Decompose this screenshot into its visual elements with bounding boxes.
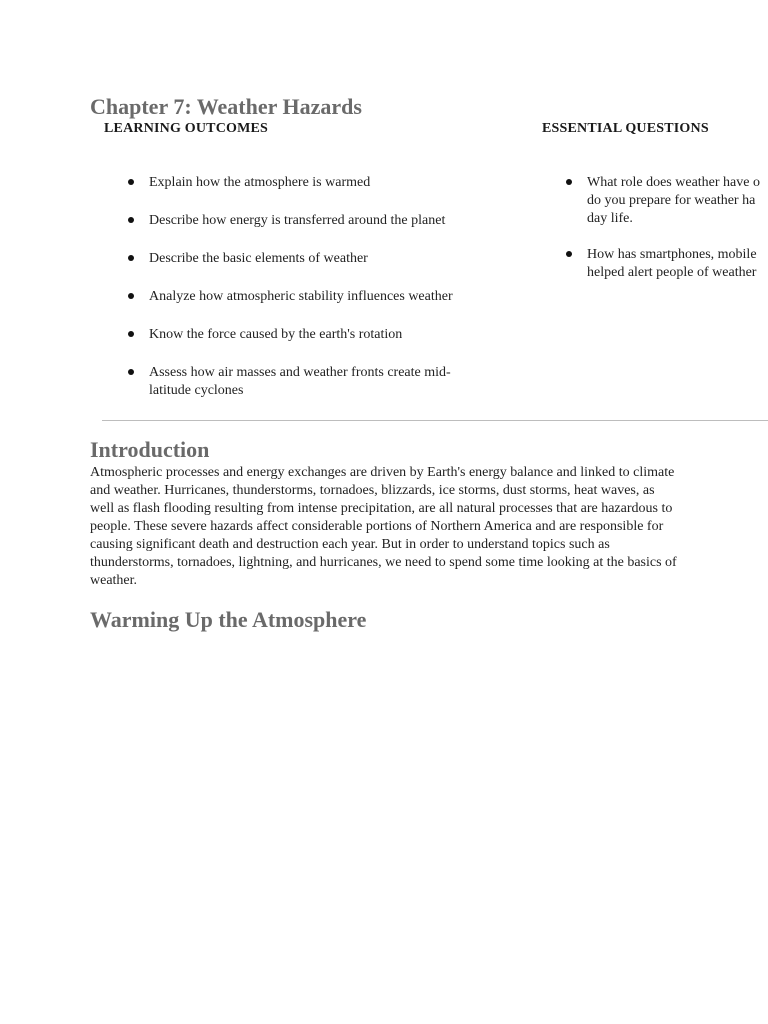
learning-outcomes-heading: LEARNING OUTCOMES [104, 121, 269, 136]
list-item [566, 246, 768, 282]
outcome-text: Assess how air masses and weather fronts create mid-latitude cyclones [149, 365, 451, 398]
list-item [128, 174, 478, 192]
list-item [128, 326, 478, 344]
section-divider [102, 420, 768, 421]
chapter-title: Chapter 7: Weather Hazards [90, 94, 362, 119]
outcome-text: Describe how energy is transferred around the planet [149, 213, 446, 228]
essential-questions-list [566, 174, 768, 300]
warming-heading: Warming Up the Atmosphere [90, 607, 367, 632]
introduction-heading: Introduction [90, 437, 210, 462]
outcome-text: Explain how the atmosphere is warmed [149, 175, 371, 190]
bullet-icon [566, 251, 572, 257]
bullet-icon [128, 293, 134, 299]
bullet-icon [128, 369, 134, 375]
question-text: How has smartphones, mobile helped alert people of weather [587, 247, 757, 280]
bullet-icon [128, 179, 134, 185]
outcome-text: Describe the basic elements of weather [149, 251, 368, 266]
bullet-icon [128, 255, 134, 261]
list-item [128, 364, 478, 400]
bullet-icon [128, 217, 134, 223]
question-text: What role does weather have o do you prepare for weather ha day life. [587, 175, 760, 226]
bullet-icon [566, 179, 572, 185]
essential-questions-heading: ESSENTIAL QUESTIONS [542, 121, 709, 136]
list-item [566, 174, 768, 228]
outcome-text: Analyze how atmospheric stability influences weather [149, 289, 453, 304]
learning-outcomes-list [128, 174, 478, 420]
list-item [128, 212, 478, 230]
outcome-text: Know the force caused by the earth's rotation [149, 327, 403, 342]
bullet-icon [128, 331, 134, 337]
list-item [128, 288, 478, 306]
introduction-paragraph: Atmospheric processes and energy exchanges are driven by Earth's energy balance and linked to climate and weather. Hurricanes, thunderstorms, tornadoes, blizzards, ice storms, dust storms, heat waves, as well as flash flooding resulting from intense precipitation, are all natural processes that are hazardous to people. These severe hazards affect considerable portions of Northern America and are responsible for causing significant death and destruction each year. But in order to understand topics such as thunderstorms, tornadoes, lightning, and hurricanes, we need to spend some time looking at the basics of weather. [90, 465, 677, 588]
list-item [128, 250, 478, 268]
